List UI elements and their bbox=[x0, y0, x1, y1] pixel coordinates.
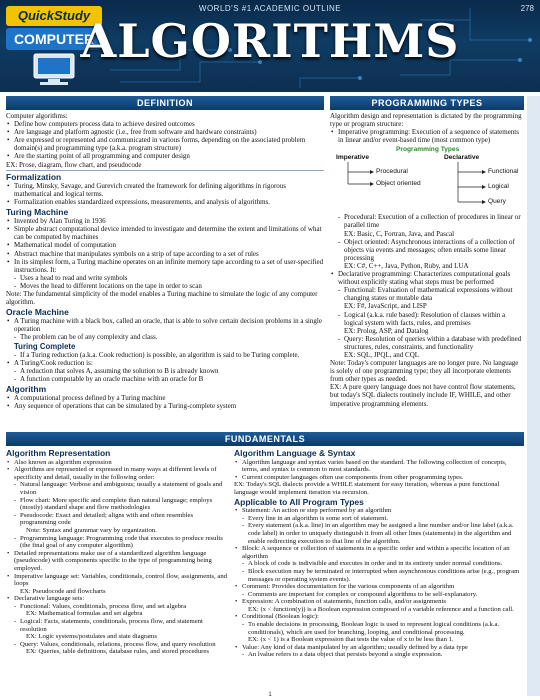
note-text: Note: The fundamental simplicity of the model enables a Turing machine to simulate the logic of any computer algorithm. bbox=[6, 289, 318, 307]
all-types-sublist bbox=[234, 515, 524, 545]
example-text: EX: Queries, table definitions, database rules, and stored procedures bbox=[26, 648, 209, 656]
all-types-sublist bbox=[234, 560, 524, 583]
example-text: EX: (x < 1) is a Boolean expression that tests the value of x to be less than 1. bbox=[248, 636, 454, 644]
list-item: • Formalization enables standardized expressions, measurements, and analysis of algorithms. bbox=[6, 198, 324, 206]
diagram-functional: Functional bbox=[488, 168, 519, 176]
list-item: - Procedural: Execution of a collection of procedures in linear or parallel time bbox=[330, 213, 524, 229]
example-text: EX: SQL, JPQL, and CQL bbox=[344, 350, 420, 359]
list-item: • Declarative programming: Characterizes computational goals without explicitly stating what steps must be performed bbox=[330, 270, 524, 286]
header-banner bbox=[0, 0, 540, 92]
list-item: - Logical (a.k.a. rule based): Resolution of clauses within a logical system with facts, rules, and premises bbox=[330, 311, 524, 327]
example-text: EX: Basic, C, Fortran, Java, and Pascal bbox=[344, 229, 455, 238]
section-heading: Algorithm Representation bbox=[6, 448, 111, 458]
declarative-sublist bbox=[6, 603, 228, 611]
list-item: • Invented by Alan Turing in 1936 bbox=[6, 217, 324, 225]
list-item: - Functional: Evaluation of mathematical expressions without changing states or mutable data bbox=[330, 286, 524, 302]
list-item: - A reduction that solves A, assuming the solution to B is already known bbox=[6, 367, 324, 375]
list-item: • Block: A sequence or collection of statements in a specific order and within a specific location of an algorithm bbox=[234, 545, 524, 560]
brand-bottom: COMPUTER bbox=[6, 28, 102, 50]
declarative-sublist bbox=[6, 618, 228, 633]
list-item: - A block of code is indivisible and executes in order and in its entirety under normal conditions. bbox=[234, 560, 524, 568]
list-item: - If a Turing reduction (a.k.a. Cook reduction) is possible, an algorithm is said to be Turing complete. bbox=[6, 351, 324, 359]
list-item: • Comment: Provides documentation for the various components of an algorithm bbox=[234, 583, 524, 591]
page-title: ALGORITHMS bbox=[80, 14, 460, 68]
oracle-sublist bbox=[6, 333, 324, 341]
example-text: EX: F#, JavaScript, and LISP bbox=[344, 302, 427, 311]
intro-text: Algorithm design and representation is dictated by the programming type or program structure: bbox=[330, 112, 522, 129]
list-item: - An lvalue refers to a data object that persists beyond a single expression. bbox=[234, 651, 524, 659]
list-item: • Declarative language sets: bbox=[6, 595, 228, 603]
list-item: - Functional: Values, conditionals, process flow, and set algebra bbox=[6, 603, 228, 611]
list-item: - Every line in an algorithm is some sort of statement. bbox=[234, 515, 524, 523]
list-item: • Imperative programming: Execution of a sequence of statements in linear and/or event-based time (most common type) bbox=[330, 128, 524, 144]
example-text: EX: Logic systems/postulates and state diagrams bbox=[26, 633, 157, 641]
list-item: - Programming language: Programming code that executes to produce results (the final goal of any computer algorithm) bbox=[6, 535, 228, 550]
representation-sublist bbox=[6, 481, 228, 527]
programming-types-column bbox=[330, 96, 524, 408]
reduction-list bbox=[6, 359, 324, 367]
turing-complete-sublist bbox=[6, 351, 324, 359]
list-item: • Simple abstract computational device intended to investigate and determine the extent and limitations of what can be computed by machines bbox=[6, 225, 324, 241]
list-item: - Uses a head to read and write symbols bbox=[6, 274, 324, 282]
fundamentals-bar: FUNDAMENTALS bbox=[6, 432, 524, 446]
list-item: - Flow chart: More specific and complete than natural language; employs (mostly) standard shape and flow methodologies bbox=[6, 497, 228, 512]
list-item: • Imperative language set: Variables, conditionals, control flow, assignments, and loops bbox=[6, 573, 228, 588]
list-item: - A function computable by an oracle machine with an oracle for B bbox=[6, 375, 324, 383]
programming-types-diagram bbox=[330, 146, 524, 210]
all-types-list bbox=[234, 613, 524, 621]
section-heading: Turing Machine bbox=[6, 207, 69, 218]
all-types-list bbox=[234, 545, 524, 560]
all-types-sublist bbox=[234, 651, 524, 659]
example-text: EX: Prolog, ASP, and Datalog bbox=[344, 326, 429, 335]
programming-types-bar: PROGRAMMING TYPES bbox=[330, 96, 524, 110]
fundamentals-left-column bbox=[6, 448, 228, 656]
intro-list bbox=[6, 120, 324, 160]
section-heading: Algorithm Language & Syntax bbox=[234, 448, 356, 458]
programming-types-list bbox=[330, 335, 524, 351]
example-text: EX: Pseudocode and flowcharts bbox=[20, 587, 106, 595]
representation-list bbox=[6, 595, 228, 603]
brand-top: QuickStudy bbox=[6, 6, 102, 26]
list-item: - Query: Values, conditionals, relations, process flow, and query resolution bbox=[6, 641, 228, 649]
intro-text: Computer algorithms: bbox=[6, 112, 68, 120]
imperative-list bbox=[330, 128, 524, 144]
subsection-heading: Turing Complete bbox=[14, 341, 76, 351]
programming-types-list bbox=[330, 286, 524, 302]
diagram-imperative: Imperative bbox=[336, 154, 369, 162]
declarative-sublist bbox=[6, 641, 228, 649]
list-item: • In its simplest form, a Turing machine operates on an infinite memory tape according to a set of user-specified instructions. It: bbox=[6, 258, 324, 274]
list-item: • Algorithm language and syntax varies based on the standard. The following collection of concepts, terms, and syntax is common to most standards. bbox=[234, 459, 524, 474]
page-number: 1 bbox=[268, 692, 272, 698]
page-marker: 278 bbox=[520, 4, 534, 13]
representation-list bbox=[6, 459, 228, 482]
example-text: EX: Mathematical formulas and set algebra bbox=[26, 610, 143, 618]
algorithm-list bbox=[6, 394, 324, 410]
diagram-object-oriented: Object oriented bbox=[376, 180, 421, 188]
turing-sublist bbox=[6, 274, 324, 290]
list-item: • Conditional (Boolean logic): bbox=[234, 613, 524, 621]
list-item: • A Turing machine with a black box, called an oracle, that is able to solve certain decision problems in a single operation bbox=[6, 317, 324, 333]
programming-types-list bbox=[330, 213, 524, 229]
all-types-list bbox=[234, 507, 524, 515]
turing-list bbox=[6, 217, 324, 274]
representation-sublist bbox=[6, 535, 228, 550]
note-text: Note: Today's computer languages are no longer pure. No language is solely of one programming type; they all incorporate elements from other types as needed. bbox=[330, 359, 519, 384]
section-heading: Formalization bbox=[6, 171, 62, 182]
list-item: • A computational process defined by a Turing machine bbox=[6, 394, 324, 402]
diagram-query: Query bbox=[488, 198, 506, 206]
all-types-sublist bbox=[234, 621, 524, 636]
list-item: • Define how computers process data to achieve desired outcomes bbox=[6, 120, 324, 128]
list-item: • Value: Any kind of data manipulated by an algorithm; usually defined by a data type bbox=[234, 644, 524, 652]
example-text: EX: A pure query language does not have control flow statements, but today's SQL dialects routinely include IF, WHILE, and other imperative programming elements. bbox=[330, 383, 516, 408]
list-item: - The problem can be of any complexity and class. bbox=[6, 333, 324, 341]
side-strip bbox=[527, 96, 540, 696]
list-item: • Are expressed or represented and communicated in various forms, depending on the associated problem domain(s) and programming type (a.k.a. program structure) bbox=[6, 136, 324, 152]
list-item: • Algorithms are represented or expressed in many ways at different levels of specificity and detail, usually in the following order: bbox=[6, 466, 228, 481]
section-heading: Oracle Machine bbox=[6, 307, 69, 318]
diagram-procedural: Procedural bbox=[376, 168, 408, 176]
list-item: • Detailed representations make use of a standardized algorithm language (pseudocode) with components specific to the type of programming being employed. bbox=[6, 550, 228, 573]
list-item: - Every statement (a.k.a. line) in an algorithm may be assigned a line number and/or line label (a.k.a. code label) in order to uniquely distinguish it from all other lines (statements) in the algorithm and enable redirecting execution to that line of the algorithm. bbox=[234, 522, 524, 545]
syntax-list bbox=[234, 459, 524, 482]
note-text: Note: Syntax and grammar vary by organization. bbox=[26, 526, 157, 534]
section-heading: Applicable to All Program Types bbox=[234, 496, 364, 507]
example-text: EX: C#, C++, Java, Python, Ruby, and LUA bbox=[344, 261, 469, 270]
programming-types-list bbox=[330, 311, 524, 327]
definition-column bbox=[6, 96, 324, 410]
all-types-sublist bbox=[234, 591, 524, 599]
all-types-list bbox=[234, 644, 524, 652]
section-heading: Algorithm bbox=[6, 384, 47, 394]
list-item: - To enable decisions in processing, Boolean logic is used to represent logical conditions (a.k.a. conditionals), which are used for branching, looping, and conditional processing. bbox=[234, 621, 524, 636]
all-types-list bbox=[234, 598, 524, 606]
outline-tagline: WORLD'S #1 ACADEMIC OUTLINE bbox=[198, 4, 342, 13]
diagram-title: Programming Types bbox=[396, 146, 460, 154]
list-item: - Natural language: Verbose and ambiguous; usually a statement of goals and vision bbox=[6, 481, 228, 496]
fundamentals-right-column bbox=[234, 448, 524, 659]
definition-bar: DEFINITION bbox=[6, 96, 324, 110]
programming-types-list bbox=[330, 238, 524, 262]
list-item: - Object oriented: Asynchronous interactions of a collection of objects via events and messages; often entails some linear processing bbox=[330, 238, 524, 262]
list-item: • Mathematical model of computation bbox=[6, 241, 324, 249]
list-item: • Abstract machine that manipulates symbols on a strip of tape according to a set of rules bbox=[6, 250, 324, 258]
example-text: EX: Prose, diagram, flow chart, and pseudocode bbox=[6, 160, 142, 169]
list-item: • Any sequence of operations that can be simulated by a Turing-complete system bbox=[6, 402, 324, 410]
reduction-sublist bbox=[6, 367, 324, 383]
list-item: • Current computer languages often use components from other programming types. bbox=[234, 474, 524, 482]
list-item: - Pseudocode: Exact and detailed; aligns with and often resembles programming code bbox=[6, 512, 228, 527]
representation-list bbox=[6, 550, 228, 588]
example-text: EX: (x < function(y)) is a Boolean expression composed of a variable reference and a function call. bbox=[248, 605, 514, 613]
formalization-list bbox=[6, 182, 324, 206]
list-item: - Query: Resolution of queries within a database with predefined structures, rules, constraints, and functionality bbox=[330, 335, 524, 351]
fundamentals-bar-wrap bbox=[6, 432, 524, 446]
list-item: • Are the starting point of all programming and computer design bbox=[6, 152, 324, 160]
example-text: EX: Today's SQL dialects provide a WHILE statement for easy iteration, whereas a pure functional language would implement iteration via recursion. bbox=[234, 481, 500, 496]
list-item: - Comments are important for complex or compound algorithms to be self-explanatory. bbox=[234, 591, 524, 599]
diagram-declarative: Declarative bbox=[444, 154, 480, 162]
list-item: • Expression: A combination of statements, function calls, and/or assignments bbox=[234, 598, 524, 606]
all-types-list bbox=[234, 583, 524, 591]
list-item: - Logical: Facts, statements, conditionals, process flow, and statement resolution bbox=[6, 618, 228, 633]
list-item: - Moves the head to different locations on the tape in order to scan bbox=[6, 282, 324, 290]
programming-types-list bbox=[330, 270, 524, 286]
list-item: • Also known as algorithm expression bbox=[6, 459, 228, 467]
divider bbox=[6, 170, 324, 171]
list-item: • Turing, Minsky, Savage, and Gurevich created the framework for defining algorithms in rigorous mathematical and logical terms. bbox=[6, 182, 324, 198]
list-item: - Block execution may be terminated or interrupted when asynchronous conditions arise (e.g., program messages or operating system events). bbox=[234, 568, 524, 583]
diagram-logical: Logical bbox=[488, 183, 509, 191]
oracle-list bbox=[6, 317, 324, 333]
list-item: • A Turing/Cook reduction is: bbox=[6, 359, 324, 367]
list-item: • Statement: An action or step performed by an algorithm bbox=[234, 507, 524, 515]
list-item: • Are language and platform agnostic (i.e., free from software and hardware constraints) bbox=[6, 128, 324, 136]
